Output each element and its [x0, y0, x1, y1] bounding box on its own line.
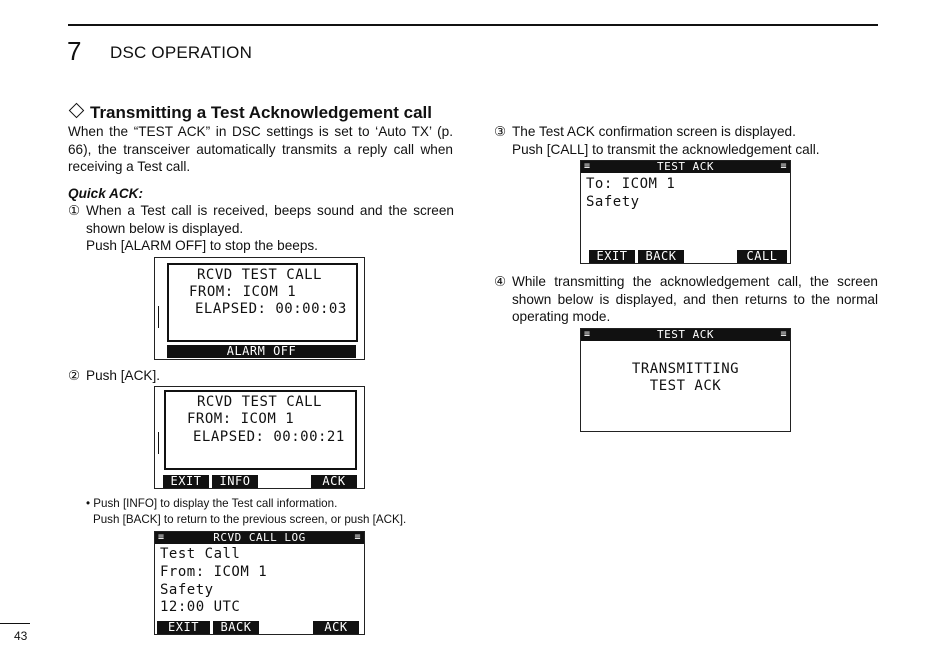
header-rule — [68, 24, 878, 26]
lcd-line: RCVD TEST CALL — [196, 267, 322, 283]
menu-icon: ≡ — [584, 161, 591, 172]
page-number: 43 — [14, 629, 28, 643]
lcd-title: TEST ACK — [657, 160, 714, 173]
step-3 — [494, 123, 878, 158]
side-tick — [158, 432, 159, 454]
step-number: ④ — [494, 274, 507, 289]
step-1 — [68, 202, 454, 255]
step-text: Push [ACK]. — [86, 368, 161, 383]
exit-softkey[interactable]: EXIT — [163, 475, 209, 488]
chapter-title: DSC OPERATION — [110, 43, 253, 62]
exit-softkey[interactable]: EXIT — [157, 621, 210, 634]
lcd-line: 12:00 UTC — [160, 599, 241, 615]
call-softkey[interactable]: CALL — [737, 250, 787, 263]
menu-icon: ≡ — [584, 329, 591, 340]
diamond-icon — [69, 103, 85, 119]
back-softkey[interactable]: BACK — [213, 621, 259, 634]
lcd-line: Test Call — [160, 546, 241, 562]
bullet-note — [86, 496, 456, 528]
lcd-title: RCVD CALL LOG — [213, 531, 306, 544]
bullet-line: Push [INFO] to display the Test call information. — [93, 497, 338, 510]
page-number-rule — [0, 623, 30, 624]
step-2 — [68, 367, 454, 385]
lcd-title: TEST ACK — [657, 328, 714, 341]
lcd-line: Safety — [160, 582, 214, 598]
step-number: ③ — [494, 124, 507, 139]
lcd-title-bar — [155, 532, 364, 544]
lcd-line: TRANSMITTING — [631, 361, 740, 377]
lcd-line: FROM: ICOM 1 — [189, 284, 297, 300]
side-tick — [158, 306, 159, 328]
step-text: Push [CALL] to transmit the acknowledgement call. — [512, 141, 820, 157]
quick-ack-label: Quick ACK: — [68, 186, 144, 201]
alarm-off-softkey[interactable]: ALARM OFF — [167, 345, 356, 358]
lcd-screen-ack — [154, 386, 365, 489]
menu-icon: ≡ — [354, 532, 361, 543]
step-number: ① — [68, 203, 81, 218]
step-4 — [494, 273, 878, 326]
chapter-number: 7 — [67, 36, 82, 66]
section-title-text: Transmitting a Test Acknowledgement call — [90, 103, 432, 122]
lcd-line: FROM: ICOM 1 — [187, 411, 295, 427]
lcd-line: ELAPSED: 00:00:03 — [195, 301, 347, 317]
ack-softkey[interactable]: ACK — [311, 475, 357, 488]
menu-icon: ≡ — [780, 329, 787, 340]
bullet-line: Push [BACK] to return to the previous screen, or push [ACK]. — [93, 513, 407, 526]
lcd-screen-test-ack-confirm — [580, 160, 791, 264]
lcd-line: To: ICOM 1 — [586, 176, 676, 192]
intro-paragraph: When the “TEST ACK” in DSC settings is set to ‘Auto TX’ (p. 66), the transceiver automatically transmits a reply call when receiving a Test call. — [68, 124, 453, 174]
section-title — [68, 103, 432, 123]
menu-icon: ≡ — [780, 161, 787, 172]
lcd-line: Safety — [586, 194, 640, 210]
lcd-screen-alarm — [154, 257, 365, 360]
step-text: The Test ACK confirmation screen is displayed. — [512, 124, 796, 139]
lcd-line: ELAPSED: 00:00:21 — [193, 429, 345, 445]
bullet-mark: • — [86, 497, 91, 510]
lcd-screen-transmitting — [580, 328, 791, 432]
back-softkey[interactable]: BACK — [638, 250, 684, 263]
exit-softkey[interactable]: EXIT — [589, 250, 635, 263]
lcd-title-bar — [581, 329, 790, 341]
info-softkey[interactable]: INFO — [212, 475, 258, 488]
menu-icon: ≡ — [158, 532, 165, 543]
step-text: While transmitting the acknowledgement call, the screen shown below is displayed, and then returns to the normal operating mode. — [512, 274, 878, 324]
step-text: When a Test call is received, beeps sound and the screen shown below is displayed. — [86, 203, 454, 236]
lcd-screen-call-log — [154, 531, 365, 635]
lcd-line: TEST ACK — [649, 378, 722, 394]
step-text: Push [ALARM OFF] to stop the beeps. — [86, 238, 318, 253]
lcd-title-bar — [581, 161, 790, 173]
step-number: ② — [68, 368, 81, 383]
lcd-line: RCVD TEST CALL — [196, 394, 322, 410]
ack-softkey[interactable]: ACK — [313, 621, 359, 634]
lcd-line: From: ICOM 1 — [160, 564, 268, 580]
